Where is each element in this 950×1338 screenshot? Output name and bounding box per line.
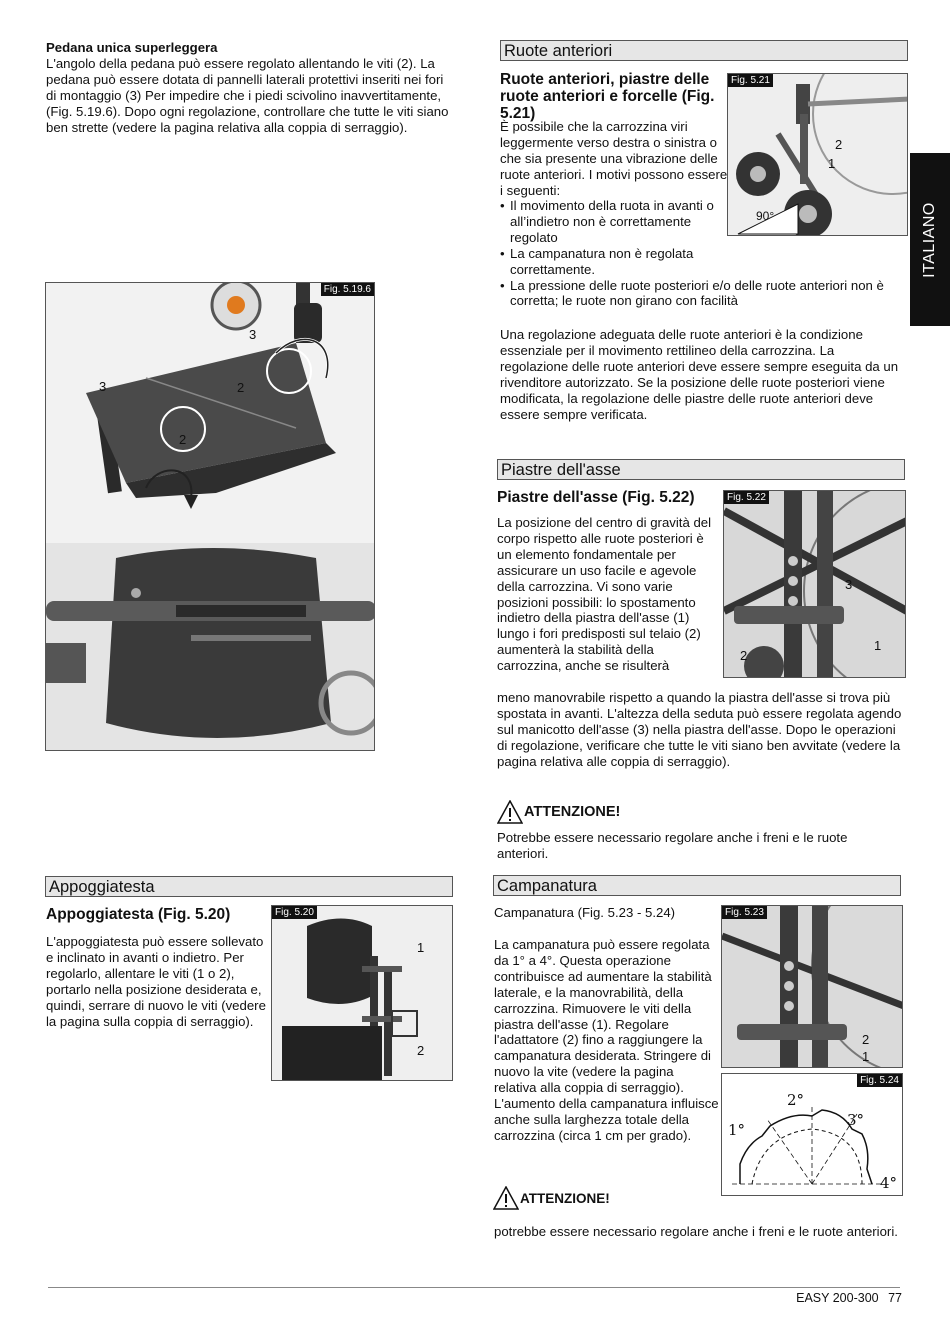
camber-plate-photo (722, 906, 903, 1068)
callout-3b: 3 (99, 379, 107, 394)
ruote-bullet-2: • La campanatura non è regolata correttamente. (500, 246, 728, 278)
callout-campanatura-2: 2 (862, 1032, 870, 1047)
ruote-para2: Una regolazione adeguata delle ruote anteriori è la condizione essenziale per il movimento rettilineo della carrozzina. La regolazione delle ruote anteriori deve essere sempre eseguita da un rivenditore autorizzato. Se la posizione delle ruote posteriori viene modificata, la regolazione delle piastre delle ruote anteriori deve essere sempre verificata. (500, 327, 899, 422)
campanatura-subheading: Campanatura (Fig. 5.23 - 5.24) (494, 905, 676, 920)
footer-divider (48, 1287, 900, 1288)
degree-2-label: 2° (787, 1091, 805, 1109)
fig-label-5-22: Fig. 5.22 (724, 491, 769, 504)
language-tab (910, 153, 950, 326)
ruote-intro: È possibile che la carrozzina viri leggermente verso destra o sinistra o che sia presente una vibrazione delle ruote anteriori. I motivi possono essere i seguenti: (500, 119, 728, 198)
piastre-warning (497, 800, 620, 824)
figure-5-21 (727, 73, 908, 236)
piastre-warning-title: ATTENZIONE! (524, 804, 621, 820)
figure-5-20 (271, 905, 453, 1081)
section-piastre-asse: Piastre dell'asse (497, 459, 905, 480)
callout-2b: 2 (179, 432, 187, 447)
piastre-warning-text: Potrebbe essere necessario regolare anche i freni e le ruote anteriori. (497, 830, 848, 861)
fig-label-5-21: Fig. 5.21 (728, 74, 773, 87)
figure-5-19-6 (45, 282, 375, 751)
ruote-subheading: Ruote anteriori, piastre delle ruote anteriori e forcelle (Fig. 5.21) (500, 71, 715, 122)
warning-triangle-icon (493, 1186, 519, 1210)
callout-piastre-3: 3 (845, 577, 853, 592)
degree-1-label: 1° (728, 1121, 746, 1139)
language-tab-label: ITALIANO (921, 201, 938, 278)
fig-label-5-20: Fig. 5.20 (272, 906, 317, 919)
footer-page-number: 77 (888, 1291, 902, 1305)
footplate-photo (46, 283, 375, 751)
section-campanatura: Campanatura (493, 875, 901, 896)
callout-appoggiatesta-1: 1 (417, 940, 425, 955)
callout-2a: 2 (237, 380, 245, 395)
footer-model: EASY 200-300 (796, 1291, 879, 1305)
campanatura-warning-title: ATTENZIONE! (520, 1190, 610, 1206)
front-wheel-photo (728, 74, 908, 236)
callout-3a: 3 (249, 327, 257, 342)
section-ruote-anteriori: Ruote anteriori (500, 40, 908, 61)
figure-5-22 (723, 490, 906, 678)
pedana-heading: Pedana unica superleggera (46, 40, 218, 55)
piastre-body-narrow: La posizione del centro di gravità del corpo rispetto alle ruote posteriori è un elemento fondamentale per assicurare un uso facile e agevole della carrozzina. Vi sono varie posizioni possibili: lo spostamento indietro della piastra dell'asse (1) lungo i fori predisposti sul telaio (2) aumenterà la stabilità della carrozzina, anche se risulterà (497, 515, 712, 674)
fig-label-5-24: Fig. 5.24 (857, 1074, 902, 1087)
piastre-subheading: Piastre dell'asse (Fig. 5.22) (497, 489, 695, 506)
figure-5-24 (721, 1073, 903, 1196)
fig-label-5-23: Fig. 5.23 (722, 906, 767, 919)
angle-90-label: 90° (756, 209, 775, 223)
campanatura-warning (493, 1186, 610, 1210)
pedana-block (46, 40, 456, 135)
callout-piastre-1: 1 (874, 638, 882, 653)
pedana-body: L'angolo della pedana può essere regolato allentando le viti (2). La pedana può essere dotata di pannelli laterali protettivi inseriti nei fori di montaggio (3) Per impedire che i piedi scivolino inavvertitamente, (Fig. 5.19.6). Dopo ogni regolazione, controllare che tutte le viti siano ben strette (vedere la pagina relativa alla coppia di serraggio). (46, 55, 449, 135)
callout-ruote-1: 1 (828, 156, 836, 171)
degree-3-label: 3° (847, 1111, 865, 1129)
camber-degree-diagram (722, 1074, 903, 1196)
footer (760, 1291, 902, 1305)
figure-5-23 (721, 905, 903, 1068)
campanatura-warning-text: potrebbe essere necessario regolare anche i freni e le ruote anteriori. (494, 1224, 898, 1239)
warning-triangle-icon (497, 800, 523, 824)
ruote-bullet-1: • Il movimento della ruota in avanti o all’indietro non è correttamente regolato (500, 198, 728, 246)
section-appoggiatesta: Appoggiatesta (45, 876, 453, 897)
appoggiatesta-body: L'appoggiatesta può essere sollevato e inclinato in avanti o indietro. Per regolarlo, allentare le viti (1 o 2), portarlo nella posizione desiderata e, quindi, serrare di nuovo le viti (vedere la pagina sulla coppia di serraggio). (46, 934, 266, 1029)
appoggiatesta-subheading: Appoggiatesta (Fig. 5.20) (46, 906, 231, 923)
callout-campanatura-1: 1 (862, 1049, 870, 1064)
campanatura-body: La campanatura può essere regolata da 1° a 4°. Questa operazione contribuisce ad aumentare la stabilità laterale, e la manovrabilità, della carrozzina. Rimuovere le viti della piastra dell'asse (1). Regolare l'adattatore (2) fino a raggiungere la campanatura desiderata. Stringere di nuovo la vite (vedere la pagina relativa alla coppia di serraggio). L'aumento della campanatura influisce anche sulla larghezza totale della carrozzina (circa 1 cm per grado). (494, 937, 719, 1143)
ruote-bullet-3: • La pressione delle ruote posteriori e/o delle ruote anteriori non è corretta; le ruote non girano con facilità (500, 278, 905, 310)
piastre-body-wide: meno manovrabile rispetto a quando la piastra dell'asse si trova più spostata in avanti. L'altezza della seduta può essere regolata agendo sul manicotto dell'asse (3) nella piastra dell'asse. Dopo le operazioni di regolazione, verificare che tutte le viti siano ben avvitate (vedere la pagina relativa alle coppia di serraggio). (497, 690, 902, 769)
headrest-photo (272, 906, 453, 1081)
callout-ruote-2: 2 (835, 137, 843, 152)
fig-label-5-19-6: Fig. 5.19.6 (321, 283, 374, 296)
degree-4-label: 4° (880, 1174, 898, 1192)
callout-appoggiatesta-2: 2 (417, 1043, 425, 1058)
callout-piastre-2: 2 (740, 648, 748, 663)
